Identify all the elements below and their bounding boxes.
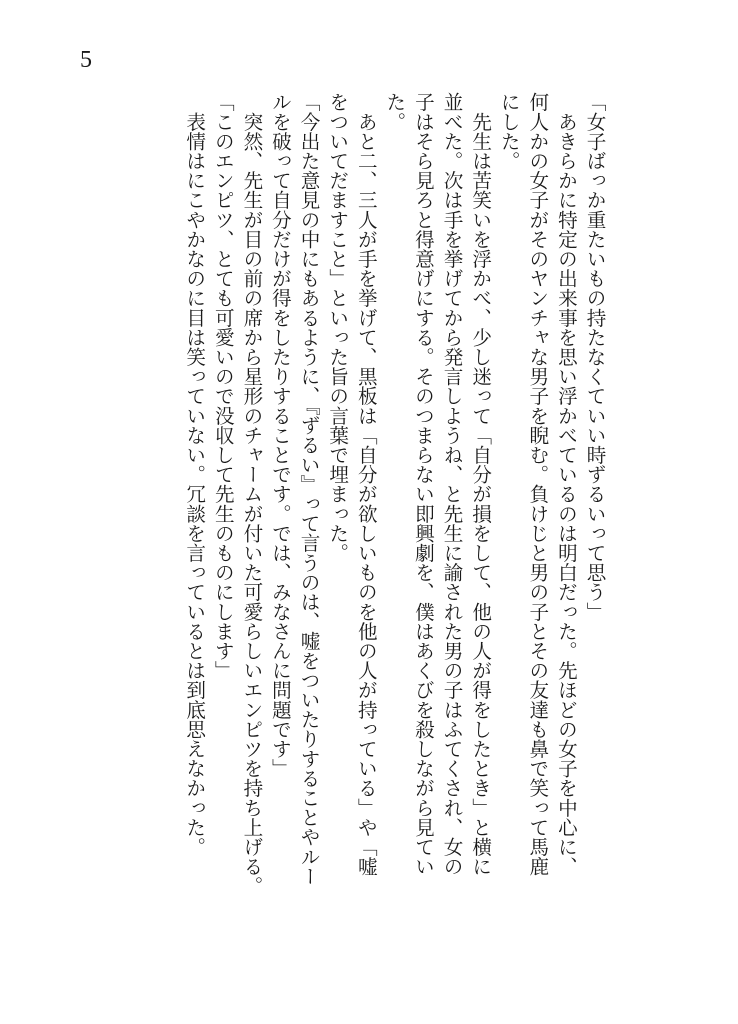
text-line: 突然、先生が目の前の席から星形のチャームが付いた可愛らしいエンピツを持ち上げる。 [239, 92, 263, 896]
text-line: 並べた。次は手を挙げてから発言しようね、と先生に諭された男の子はふてくされ、女の [440, 92, 464, 876]
text-line: あきらかに特定の出来事を思い浮かべているのは明白だった。先ほどの女子を中心に、 [554, 92, 578, 876]
text-line: あと二、三人が手を挙げて、黒板は「自分が欲しいものを他の人が持っている」や「嘘 [354, 92, 378, 876]
text-line: た。 [382, 92, 406, 132]
text-line: 子はそら見ろと得意げにする。そのつまらない即興劇を、僕はあくびを殺しながら見てい [411, 92, 435, 876]
vertical-text-body [179, 92, 608, 972]
text-line: をついてだますこと」といった旨の言葉で埋まった。 [325, 92, 349, 563]
text-line: ルを破って自分だけが得をしたりすることです。では、みなさんに問題です」 [268, 92, 292, 778]
text-line: 「このエンピツ、とても可愛いので没収して先生のものにします」 [211, 92, 235, 680]
text-line: 「女子ばっか重たいもの持たなくていい時ずるいって思う」 [583, 92, 606, 622]
text-line: 表情はにこやかなのに目は笑っていない。冗談を言っているとは到底思えなかった。 [182, 92, 206, 857]
text-line: にした。 [497, 92, 521, 171]
page-number: 5 [80, 47, 92, 73]
text-line: 「今出た意見の中にもあるように、『ずるい』って言うのは、嘘をついたりすることやルー [297, 92, 321, 886]
text-line: 何人かの女子がそのヤンチャな男子を睨む。負けじと男の子とその友達も鼻で笑って馬鹿 [525, 92, 549, 876]
text-line: 先生は苦笑いを浮かべ、少し迷って「自分が損をして、他の人が得をしたとき」と横に [468, 92, 492, 876]
